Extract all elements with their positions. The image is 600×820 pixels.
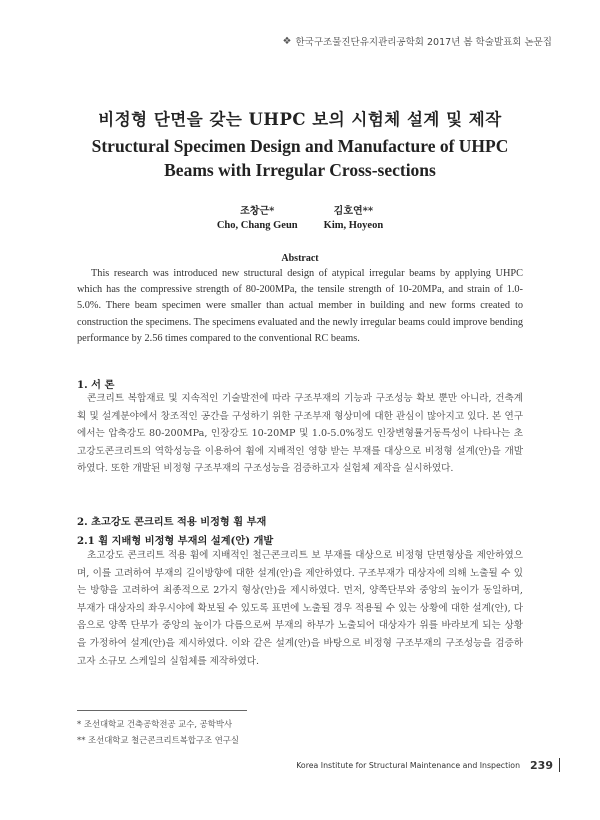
author-1-korean: 조창근*: [240, 206, 275, 217]
author-list: [0, 202, 600, 231]
author-2-korean: 김호연**: [333, 206, 374, 217]
page-footer: [296, 758, 560, 772]
section-2-1-body: 초고강도 콘크리트 적용 휨에 지배적인 철근콘크리트 보 부재를 대상으로 비정형 단면형상을 제안하였으며, 이를 고려하여 부재의 길이방향에 대한 설계(안)을 제안하였다. 구조부재가 대상자에 의해 노출될 수 있는 방향을 고려하여 최종적으로 2가지 형상(안)을 제시하였다. 먼저, 양쪽단부와 중앙의 높이가 동일하며, 부재가 대상자의 좌우시야에 확보될 수 있도록 표면에 노출될 경우 적용될 수 있는 상황에 대한 설계(안), 다음으로 양쪽 단부가 중앙의 높이가 다름으로써 부재의 하부가 노출되어 대상자가 위를 바라보게 되는 상황을 가정하여 설계(안)을 제시하였다. 이와 같은 설계(안)을 바탕으로 비정형 구조부재의 구조성능을 검증하고자 소규모 스케일의 실험체를 제작하였다.: [77, 550, 523, 667]
header-text: 한국구조물진단유지관리공학회 2017년 봄 학술발표회 논문집: [295, 37, 552, 48]
section-1-body: 콘크리트 복합재료 및 지속적인 기술발전에 따라 구조부재의 기능과 구조성능 확보 뿐만 아니라, 건축계획 및 설계분야에서 창조적인 공간을 구성하기 위한 구조부재 형상미에 대한 관심이 많아지고 있다. 본 연구에서는 압축강도 80-200MPa, 인장강도 10-20MP 및 1.0-5.0%정도 인장변형률거동특성이 나타나는 초고강도콘크리트의 역학성능을 이용하여 휨에 지배적인 영향 받는 부재를 대상으로 비정형 설계(안)을 개발하였다. 또한 개발된 비정형 구조부재의 구조성능을 검증하고자 실험체 제작을 실시하였다.: [77, 393, 523, 475]
english-title: [0, 134, 600, 182]
abstract-heading: Abstract: [281, 253, 319, 264]
footnote-divider: [77, 710, 247, 711]
footer-bar: [559, 758, 560, 772]
korean-title: 비정형 단면을 갖는 UHPC 보의 시험체 설계 및 제작: [98, 110, 502, 129]
author-2-english: Kim, Hoyeon: [323, 220, 384, 231]
abstract-body: This research was introduced new structural design of atypical irregular beams by applying UHPC which has the compressive strength of 80-200MPa, the tensile strength of 10-20MPa, and strain of 1.0-5.0%. There beam specimen were smaller than actual member in building and new forms created to construction the specimens. The specimens evaluated and the newly irregular beams could improve bending performance by 2.56 times compared to the conventional RC beams.: [77, 268, 523, 344]
author-1-english: Cho, Chang Geun: [216, 220, 298, 231]
author-2: [324, 202, 384, 231]
footnote-1: * 조선대학교 건축공학전공 교수, 공학박사: [77, 719, 233, 729]
page-number: 239: [530, 758, 553, 772]
section-2-heading: 2. 초고강도 콘크리트 적용 비정형 휨 부재: [77, 516, 267, 528]
footnote-2: ** 조선대학교 철근콘크리트복합구조 연구실: [77, 735, 239, 745]
english-title-line1: Structural Specimen Design and Manufacture of UHPC: [91, 136, 509, 156]
diamond-icon: ❖: [282, 35, 292, 47]
running-header: [283, 34, 552, 48]
english-title-line2: Beams with Irregular Cross-sections: [164, 160, 436, 180]
footnotes: [77, 716, 239, 748]
author-1: [217, 202, 298, 231]
section-1-heading: 1. 서 론: [77, 379, 115, 391]
footer-institute: Korea Institute for Structural Maintenance and Inspection: [296, 760, 521, 770]
section-2-1-heading: 2.1 휨 지배형 비정형 부재의 설계(안) 개발: [77, 535, 274, 547]
